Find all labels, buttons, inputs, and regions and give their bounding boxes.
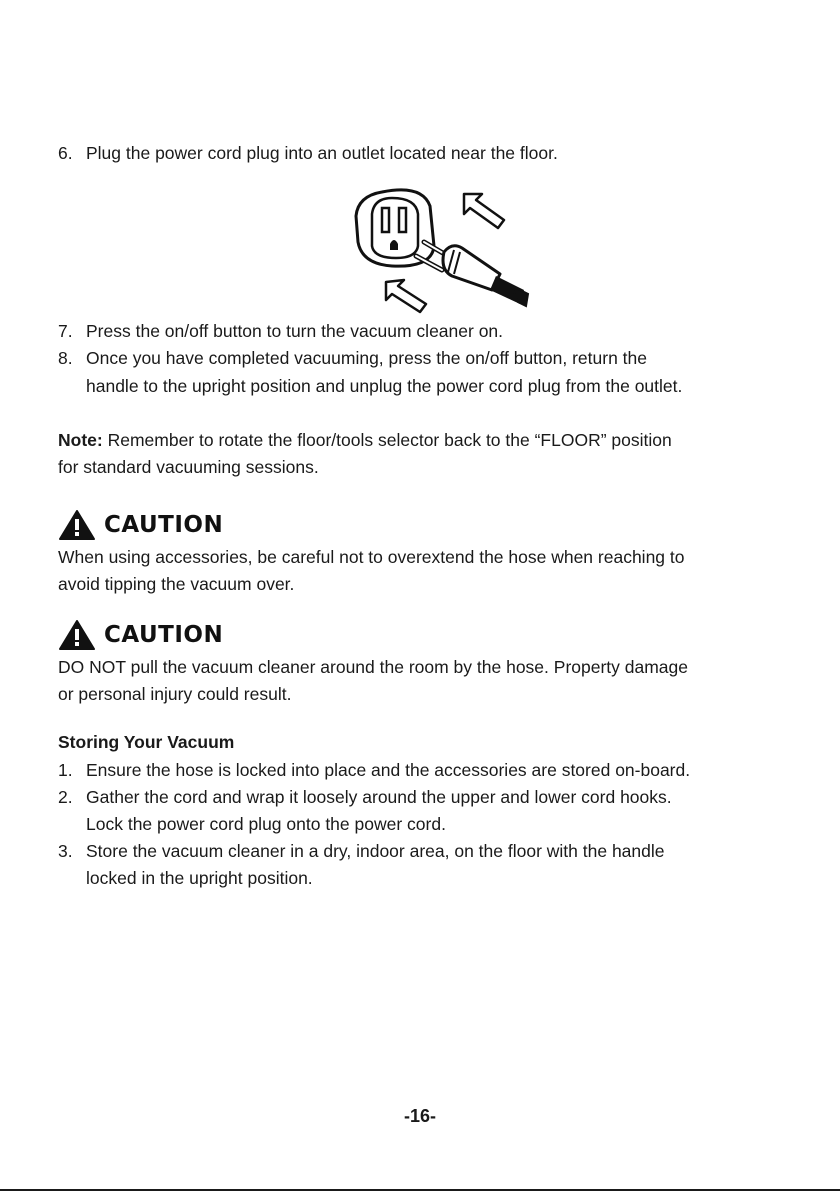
storing-step-1-number: 1. bbox=[58, 760, 73, 780]
step-8-text-line-1: Once you have completed vacuuming, press the on/off button, return the bbox=[86, 348, 647, 368]
caution-1-text-line-1: When using accessories, be careful not to overextend the hose when reaching to bbox=[58, 547, 685, 567]
storing-step-3-text-line-1: Store the vacuum cleaner in a dry, indoor area, on the floor with the handle bbox=[86, 841, 665, 861]
caution-label: CAUTION bbox=[104, 622, 224, 648]
storing-step-2-number: 2. bbox=[58, 787, 73, 807]
step-6-number: 6. bbox=[58, 143, 73, 163]
step-8-number: 8. bbox=[58, 348, 73, 368]
plug-into-outlet-illustration bbox=[352, 186, 534, 316]
step-6-text: Plug the power cord plug into an outlet located near the floor. bbox=[86, 143, 558, 163]
storing-step-1-text: Ensure the hose is locked into place and the accessories are stored on-board. bbox=[86, 760, 691, 780]
storing-heading: Storing Your Vacuum bbox=[58, 732, 235, 752]
caution-2-text-line-1: DO NOT pull the vacuum cleaner around the room by the hose. Property damage bbox=[58, 657, 689, 677]
page-number: -16- bbox=[403, 1106, 436, 1126]
caution-2-text-line-2: or personal injury could result. bbox=[58, 684, 292, 704]
warning-triangle-icon bbox=[58, 619, 96, 651]
storing-step-2-text-line-2: Lock the power cord plug onto the power cord. bbox=[86, 814, 446, 834]
caution-label: CAUTION bbox=[104, 512, 224, 538]
step-7-number: 7. bbox=[58, 321, 73, 341]
note-line-2: for standard vacuuming sessions. bbox=[58, 457, 319, 477]
note-line-1 bbox=[58, 429, 672, 451]
caution-heading-1 bbox=[58, 508, 223, 542]
step-7-text: Press the on/off button to turn the vacuum cleaner on. bbox=[86, 321, 504, 341]
caution-heading-2 bbox=[58, 618, 223, 652]
storing-step-3-text-line-2: locked in the upright position. bbox=[86, 868, 313, 888]
storing-step-3-number: 3. bbox=[58, 841, 73, 861]
step-8-text-line-2: handle to the upright position and unplug the power cord plug from the outlet. bbox=[86, 376, 683, 396]
storing-step-2-text-line-1: Gather the cord and wrap it loosely around the upper and lower cord hooks. bbox=[86, 787, 672, 807]
caution-1-text-line-2: avoid tipping the vacuum over. bbox=[58, 574, 295, 594]
note-text: Remember to rotate the floor/tools selector back to the “FLOOR” position bbox=[102, 430, 672, 450]
note-label: Note: bbox=[58, 430, 103, 450]
warning-triangle-icon bbox=[58, 509, 96, 541]
